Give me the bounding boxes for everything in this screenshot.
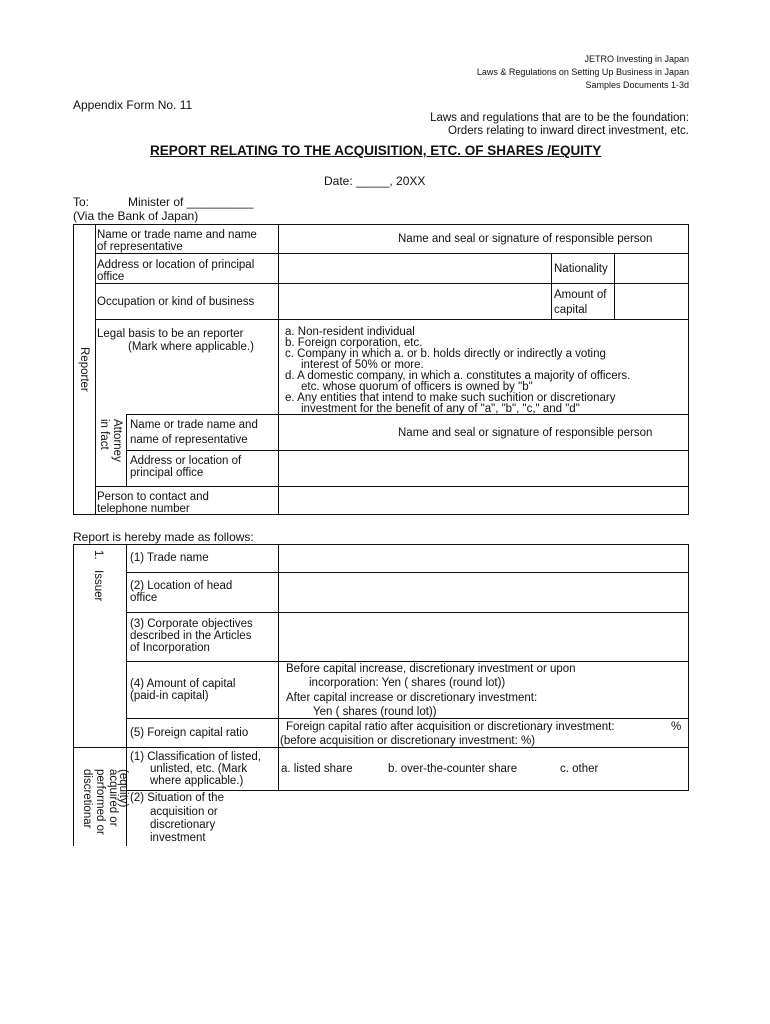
legal-option: a. Non-resident individual	[285, 326, 415, 338]
page-title: REPORT RELATING TO THE ACQUISITION, ETC. OF SHARES /EQUITY	[150, 143, 602, 158]
foreign-ratio-label: (5) Foreign capital ratio	[130, 727, 249, 739]
attorney-address-label-2: principal office	[130, 467, 204, 479]
classification-label-1: (1) Classification of listed,	[130, 751, 262, 763]
trade-name-label: (1) Trade name	[130, 552, 209, 564]
option-otc-share: b. over-the-counter share	[388, 763, 518, 775]
legal-option: etc. whose quorum of officers is owned by "b"	[301, 381, 533, 393]
legal-option: investment for the benefit of any of "a", "b", "c," and "d"	[301, 403, 580, 415]
option-other: c. other	[560, 763, 599, 775]
capital-value-line-4: Yen ( shares (round lot))	[313, 706, 437, 718]
foreign-ratio-value-1: Foreign capital ratio after acquisition or discretionary investment:	[286, 721, 615, 733]
section2-side-label-1: discretionar	[81, 769, 93, 829]
attorney-name-label-1: Name or trade name and	[130, 419, 258, 431]
classification-label-2: unlisted, etc. (Mark	[150, 763, 248, 775]
foundation-line-1: Laws and regulations that are to be the foundation:	[430, 112, 689, 124]
foundation-line-2: Orders relating to inward direct investment, etc.	[448, 125, 689, 137]
capital-label-2: capital	[554, 304, 588, 316]
classification-label-3: where applicable.)	[150, 775, 244, 787]
issuer-number: 1.	[92, 550, 104, 560]
date-line: Date: _____, 20XX	[324, 174, 426, 188]
capital-value-line-3: After capital increase or discretionary investment:	[286, 692, 538, 704]
situation-label-3: discretionary	[150, 819, 216, 831]
legal-basis-label-1: Legal basis to be an reporter	[97, 328, 244, 340]
legal-option: c. Company in which a. or b. holds directly or indirectly a voting	[285, 348, 606, 360]
header-line-1: JETRO Investing in Japan	[584, 54, 689, 64]
issuer-side-label: Issuer	[92, 570, 104, 602]
location-label-1: (2) Location of head	[130, 580, 233, 592]
legal-option: d. A domestic company, in which a. constitutes a majority of officers.	[285, 370, 631, 382]
occupation-label: Occupation or kind of business	[97, 296, 255, 308]
foreign-ratio-value-2: (before acquisition or discretionary investment: %)	[280, 735, 536, 747]
to-label: To:	[73, 195, 90, 209]
situation-label-4: investment	[150, 832, 206, 844]
attorney-name-label-2: name of representative	[130, 434, 248, 446]
capital-amount-label-1: (4) Amount of capital	[130, 678, 236, 690]
reporter-side-label: Reporter	[78, 347, 90, 392]
capital-label-1: Amount of	[554, 289, 607, 301]
foreign-ratio-percent: %	[671, 721, 682, 733]
legal-option: interest of 50% or more.	[301, 359, 424, 371]
header-line-2: Laws & Regulations on Setting Up Business in Japan	[476, 67, 689, 77]
section2-side-label-4: (equity)	[117, 769, 129, 808]
capital-value-line-2: incorporation: Yen ( shares (round lot))	[309, 677, 506, 689]
legal-basis-label-2: (Mark where applicable.)	[128, 341, 254, 353]
option-listed-share: a. listed share	[281, 763, 353, 775]
reporter-address-label-1: Address or location of principal	[97, 259, 255, 271]
objectives-label-1: (3) Corporate objectives	[130, 618, 253, 630]
attorney-label-1: Attorney	[111, 419, 123, 462]
reporter-address-label-2: office	[97, 271, 125, 283]
reporter-name-label-1: Name or trade name and name	[97, 229, 257, 241]
legal-option: e. Any entities that intend to make such suchition or discretionary	[285, 392, 616, 404]
appendix-label: Appendix Form No. 11	[73, 98, 193, 112]
contact-label-2: telephone number	[97, 503, 190, 515]
location-label-2: office	[130, 592, 158, 604]
objectives-label-3: of Incorporation	[130, 642, 210, 654]
report-intro: Report is hereby made as follows:	[73, 530, 254, 544]
header-line-3: Samples Documents 1-3d	[585, 80, 689, 90]
attorney-name-value: Name and seal or signature of responsible person	[398, 427, 653, 439]
attorney-label-2: in fact	[98, 419, 110, 450]
situation-label-1: (2) Situation of the	[130, 792, 224, 804]
objectives-label-2: described in the Articles	[130, 630, 252, 642]
capital-value-line-1: Before capital increase, discretionary investment or upon	[286, 663, 576, 675]
attorney-address-label-1: Address or location of	[130, 455, 242, 467]
minister-line: Minister of __________	[128, 195, 254, 209]
legal-option: b. Foreign corporation, etc.	[285, 337, 423, 349]
via-line: (Via the Bank of Japan)	[73, 209, 199, 223]
situation-label-2: acquisition or	[150, 806, 218, 818]
contact-label-1: Person to contact and	[97, 491, 209, 503]
section2-side-label-3: acquired or	[107, 769, 119, 827]
reporter-name-value: Name and seal or signature of responsible person	[398, 233, 653, 245]
capital-amount-label-2: (paid-in capital)	[130, 690, 209, 702]
nationality-label: Nationality	[554, 263, 608, 275]
reporter-name-label-2: of representative	[97, 241, 183, 253]
section2-side-label-2: performed or	[94, 769, 106, 835]
